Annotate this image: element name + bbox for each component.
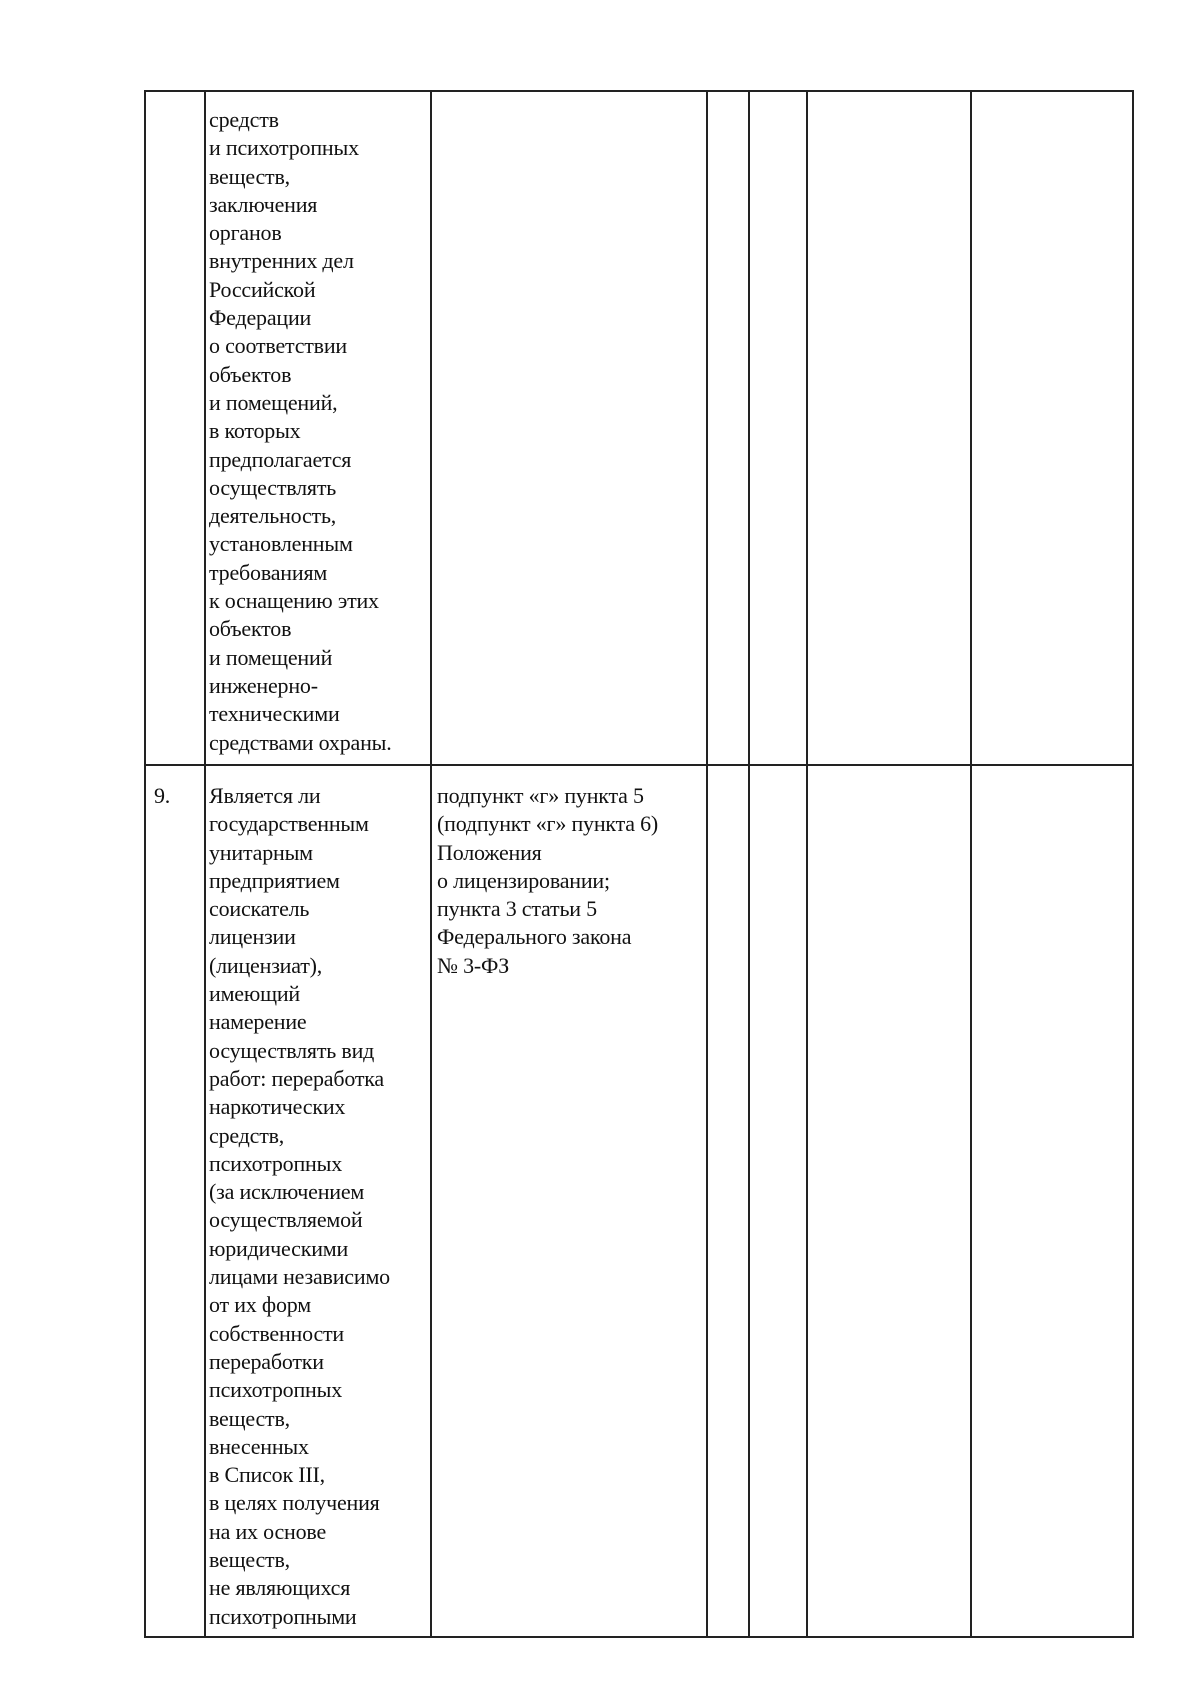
text-line: техническими <box>209 701 340 727</box>
text-line: внутренних дел <box>209 248 354 274</box>
text-line: внесенных <box>209 1433 309 1459</box>
column-divider-5 <box>806 92 808 1636</box>
text-line: и помещений, <box>209 389 338 415</box>
text-line: собственности <box>209 1320 345 1346</box>
text-line: и помещений <box>209 644 333 670</box>
text-line: переработки <box>209 1348 324 1374</box>
text-line: соискатель <box>209 896 310 922</box>
text-line: подпункт «г» пункта 5 <box>437 783 644 808</box>
text-line: психотропных <box>209 1377 342 1403</box>
text-line: юридическими <box>209 1235 349 1261</box>
text-line: средств, <box>209 1122 285 1148</box>
text-line: веществ, <box>209 1547 290 1573</box>
text-line: деятельность, <box>209 503 337 529</box>
column-divider-6 <box>970 92 972 1636</box>
text-line: в которых <box>209 418 301 444</box>
text-line: объектов <box>209 361 292 387</box>
column-divider-2 <box>430 92 432 1636</box>
text-line: заключения <box>209 191 318 217</box>
text-line: предполагается <box>209 446 352 472</box>
row-continued-description <box>209 106 392 757</box>
text-line: и психотропных <box>209 135 359 161</box>
text-line: установленным <box>209 531 353 557</box>
text-line: пункта 3 статьи 5 <box>437 896 597 922</box>
text-line: Федерации <box>209 305 312 331</box>
text-line: Положения <box>437 839 542 865</box>
text-line: требованиям <box>209 559 328 585</box>
text-line: средствами охраны. <box>209 729 392 755</box>
text-line: (лицензиат), <box>209 952 323 978</box>
text-line: о соответствии <box>209 333 348 359</box>
text-line: к оснащению этих <box>209 588 379 614</box>
column-divider-1 <box>204 92 206 1636</box>
checklist-table <box>144 90 1134 1638</box>
text-line: психотропными <box>209 1603 357 1629</box>
text-line: осуществляемой <box>209 1207 363 1233</box>
text-line: унитарным <box>209 839 313 865</box>
text-line: Является ли <box>209 783 321 808</box>
text-line: средств <box>209 107 279 132</box>
text-line: лицензии <box>209 924 296 950</box>
text-line: имеющий <box>209 981 300 1007</box>
text-line: о лицензировании; <box>437 867 610 893</box>
row-divider <box>146 764 1132 766</box>
text-line: веществ, <box>209 1405 290 1431</box>
text-line: психотропных <box>209 1150 342 1176</box>
text-line: предприятием <box>209 867 340 893</box>
text-line: лицами независимо <box>209 1264 390 1290</box>
text-line: веществ, <box>209 163 290 189</box>
text-line: в Список III, <box>209 1462 325 1488</box>
text-line: (подпункт «г» пункта 6) <box>437 811 659 837</box>
text-line: намерение <box>209 1009 307 1035</box>
text-line: государственным <box>209 811 369 837</box>
text-line: объектов <box>209 616 292 642</box>
text-line: № 3-ФЗ <box>437 952 510 978</box>
column-divider-3 <box>706 92 708 1636</box>
text-line: органов <box>209 220 282 246</box>
text-line: инженерно- <box>209 672 318 698</box>
text-line: от их форм <box>209 1292 311 1318</box>
text-line: на их основе <box>209 1518 327 1544</box>
text-line: Российской <box>209 276 316 302</box>
text-line: осуществлять вид <box>209 1037 375 1063</box>
text-line: Федерального закона <box>437 924 632 950</box>
text-line: в целях получения <box>209 1490 380 1516</box>
row-9-description <box>209 782 390 1631</box>
row-number-9: 9. <box>154 783 171 808</box>
text-line: осуществлять <box>209 474 337 500</box>
row-9-reference <box>437 782 658 980</box>
text-line: (за исключением <box>209 1179 365 1205</box>
text-line: наркотических <box>209 1094 346 1120</box>
column-divider-4 <box>748 92 750 1636</box>
text-line: не являющихся <box>209 1575 351 1601</box>
text-line: работ: переработка <box>209 1065 384 1091</box>
